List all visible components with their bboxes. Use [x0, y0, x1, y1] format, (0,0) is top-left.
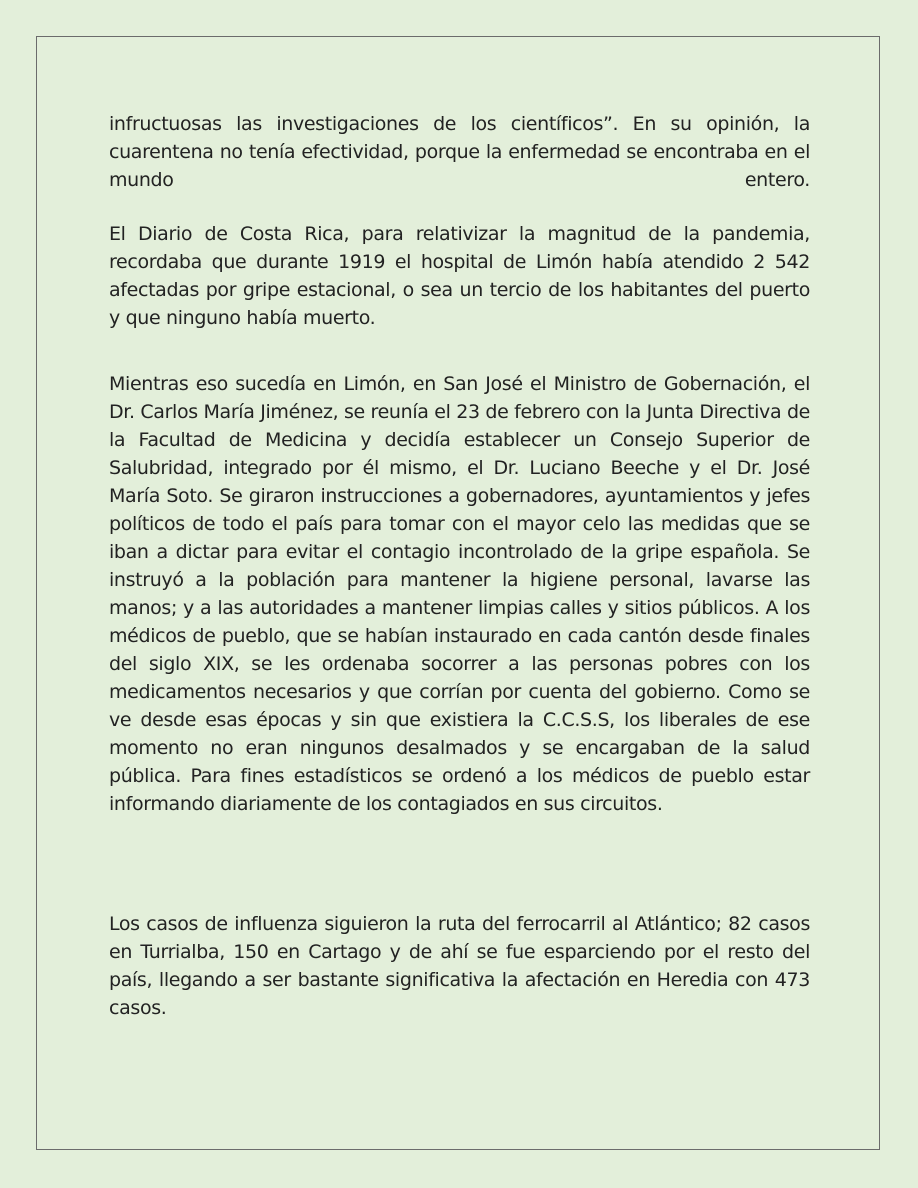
paragraph-diario-costa-rica: El Diario de Costa Rica, para relativizar la magnitud de la pandemia, recordaba que durante 1919 el hospital de Limón había atendido 2 542 afectadas por gripe estacional, o sea un tercio de los habitantes del puerto y que ninguno había muerto. — [109, 223, 810, 329]
paragraph-casos-influenza: Los casos de influenza siguieron la ruta del ferrocarril al Atlántico; 82 casos en Turrialba, 150 en Cartago y de ahí se fue esparciendo por el resto del país, llegando a ser bastante significativa la afectación en Heredia con 473 casos. — [109, 913, 810, 1019]
paragraph-consejo-salubridad: Mientras eso sucedía en Limón, en San José el Ministro de Gobernación, el Dr. Carlos María Jiménez, se reunía el 23 de febrero con la Junta Directiva de la Facultad de Medicina y decidía establecer un Consejo Superior de Salubridad, integrado por él mismo, el Dr. Luciano Beeche y el Dr. José María Soto. Se giraron instrucciones a gobernadores, ayuntamientos y jefes políticos de todo el país para tomar con el mayor celo las medidas que se iban a dictar para evitar el contagio incontrolado de la gripe española. Se instruyó a la población para mantener la higiene personal, lavarse las manos; y a las autoridades a mantener limpias calles y sitios públicos. A los médicos de pueblo, que se habían instaurado en cada cantón desde finales del siglo XIX, se les ordenaba socorrer a las personas pobres con los medicamentos necesarios y que corrían por cuenta del gobierno. Como se ve desde esas épocas y sin que existiera la C.C.S.S, los liberales de ese momento no eran ningunos desalmados y se encargaban de la salud pública. Para fines estadísticos se ordenó a los médicos de pueblo estar informando diariamente de los contagiados en sus circuitos. — [109, 373, 810, 815]
paragraph-cuarentena: infructuosas las investigaciones de los científicos”. En su opinión, la cuarentena no tenía efectividad, porque la enfermedad se encontraba en el mundo entero. — [109, 113, 810, 191]
